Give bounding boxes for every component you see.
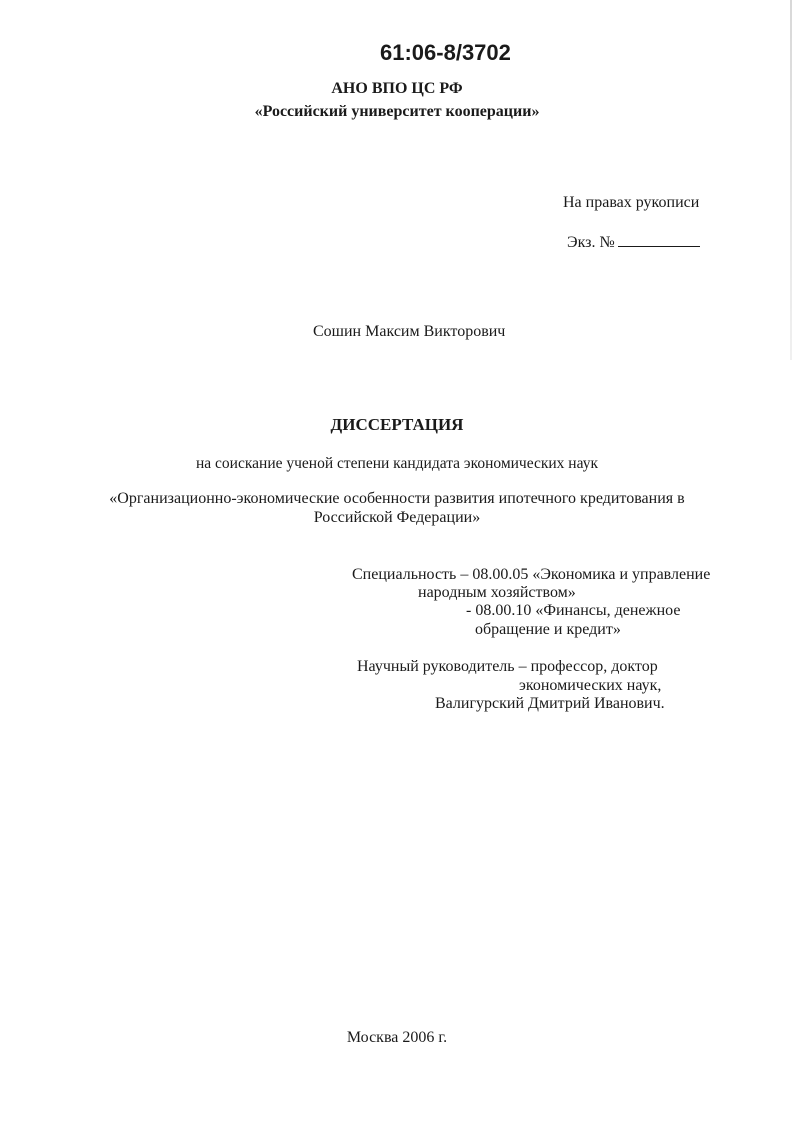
supervisor-line2: экономических наук, [519,677,662,694]
organization-name: АНО ВПО ЦС РФ [331,80,463,97]
copy-number-blank [618,232,700,247]
dissertation-title-line2: Российской Федерации» [313,509,481,526]
supervisor-line1: Научный руководитель – профессор, доктор [357,658,658,675]
catalog-code: 61:06-8/3702 [380,40,511,65]
specialty-line3: - 08.00.10 «Финансы, денежное [466,602,681,619]
document-type: ДИССЕРТАЦИЯ [330,415,464,434]
author-name: Сошин Максим Викторович [313,323,506,340]
specialty-line4: обращение и кредит» [475,621,621,638]
dissertation-title-line1: «Организационно-экономические особенности развития ипотечного кредитования в [109,490,685,507]
specialty-line1: Специальность – 08.00.05 «Экономика и управление [352,566,711,583]
specialty-line2: народным хозяйством» [418,584,576,601]
university-name: «Российский университет кооперации» [254,103,540,120]
scan-edge [790,0,792,360]
city-year: Москва 2006 г. [346,1029,448,1046]
degree-line: на соискание ученой степени кандидата экономических наук [196,455,598,472]
supervisor-name: Валигурский Дмитрий Иванович. [435,695,665,712]
manuscript-rights: На правах рукописи [563,194,700,211]
copy-number-label: Экз. № [567,234,615,251]
copy-number [567,232,700,252]
